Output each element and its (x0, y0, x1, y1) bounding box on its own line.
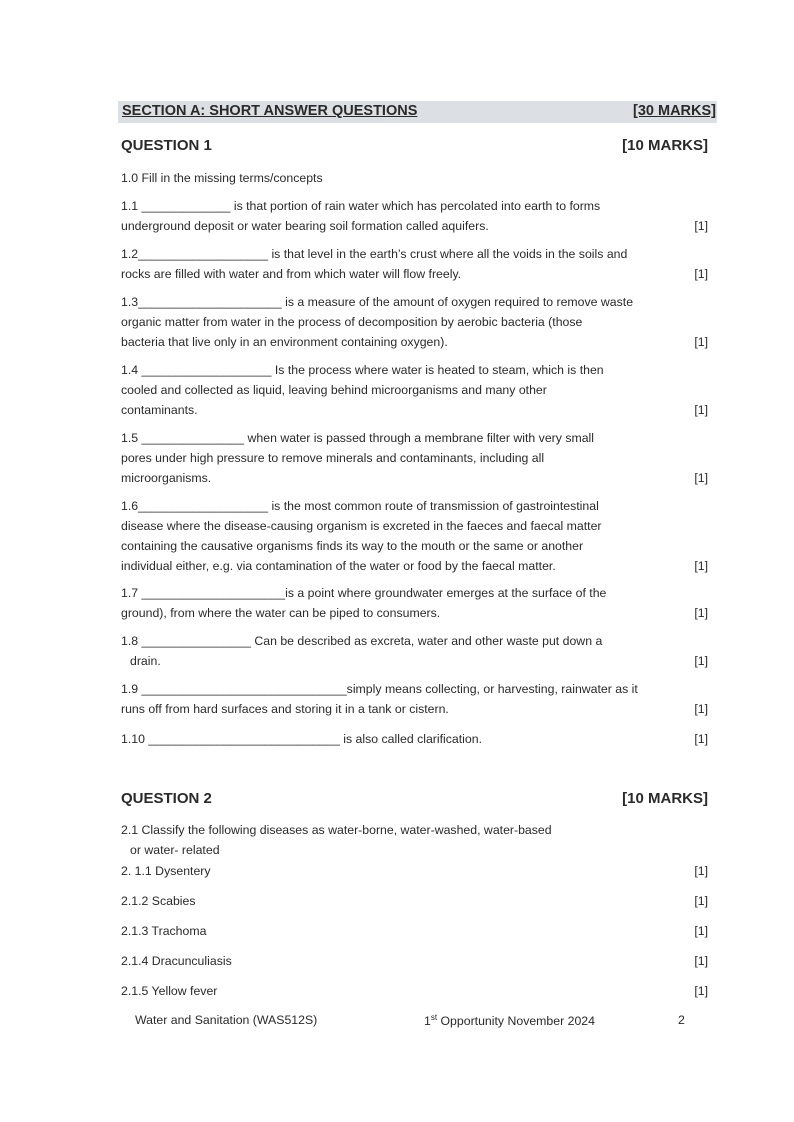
question-item-mark: [1] (694, 335, 708, 349)
question-item-continuation: ground), from where the water can be piped to consumers. (121, 606, 441, 620)
question-item-continuation: rocks are filled with water and from which water will flow freely. (121, 267, 462, 281)
question-item-mark: [1] (694, 702, 708, 716)
question-item-continuation: disease where the disease-causing organism is excreted in the faeces and faecal matter (121, 519, 602, 533)
question-item-continuation: containing the causative organisms finds its way to the mouth or the same or another (121, 539, 584, 553)
disease-item-mark: [1] (694, 984, 708, 998)
question-item-text: 1.5 _______________ when water is passed through a membrane filter with very small (121, 431, 595, 445)
question-item-text: 1.3_____________________ is a measure of the amount of oxygen required to remove waste (121, 295, 634, 309)
disease-item: 2.1.2 Scabies (121, 894, 196, 908)
question-item-mark: [1] (694, 267, 708, 281)
question-item-mark: [1] (694, 471, 708, 485)
question-item-text: 1.7 _____________________is a point where groundwater emerges at the surface of the (121, 586, 607, 600)
question-item-continuation: individual either, e.g. via contamination of the water or food by the faecal matter. (121, 559, 556, 573)
footer-opportunity-suffix: st (430, 1013, 438, 1022)
question-item-text: 1.8 ________________ Can be described as excreta, water and other waste put down a (121, 634, 603, 648)
question-2-instruction-line: or water- related (130, 843, 220, 857)
disease-item-mark: [1] (694, 864, 708, 878)
question-item-text: 1.9 ______________________________simply means collecting, or harvesting, rainwater as it (121, 682, 638, 696)
question-item-text: 1.4 ___________________ Is the process where water is heated to steam, which is then (121, 363, 604, 377)
question-item-continuation: bacteria that live only in an environment containing oxygen). (121, 335, 448, 349)
question-item-continuation: runs off from hard surfaces and storing it in a tank or cistern. (121, 702, 449, 716)
question-item-continuation: drain. (130, 654, 161, 668)
question-item-mark: [1] (694, 559, 708, 573)
question-item-mark: [1] (694, 219, 708, 233)
question-2-instruction-line: 2.1 Classify the following diseases as water-borne, water-washed, water-based (121, 823, 552, 837)
question-item-continuation: organic matter from water in the process of decomposition by aerobic bacteria (those (121, 315, 583, 329)
question-item-continuation: pores under high pressure to remove minerals and contaminants, including all (121, 451, 545, 465)
question-1-instruction: 1.0 Fill in the missing terms/concepts (121, 171, 323, 185)
question-item-mark: [1] (694, 403, 708, 417)
question-2-title: QUESTION 2 (121, 790, 212, 807)
disease-item: 2.1.4 Dracunculiasis (121, 954, 232, 968)
question-item-continuation: underground deposit or water bearing soil formation called aquifers. (121, 219, 489, 233)
question-item-text: 1.6___________________ is the most common route of transmission of gastrointestinal (121, 499, 599, 513)
footer-opportunity-text: Opportunity November 2024 (437, 1014, 595, 1029)
footer-opportunity-number: 1 (424, 1014, 431, 1029)
question-1-marks: [10 MARKS] (622, 137, 708, 154)
question-2-marks: [10 MARKS] (622, 790, 708, 807)
disease-item-mark: [1] (694, 924, 708, 938)
disease-item-mark: [1] (694, 894, 708, 908)
footer-page-number: 2 (678, 1013, 685, 1027)
section-marks: [30 MARKS] (633, 103, 716, 119)
question-item-mark: [1] (694, 606, 708, 620)
question-1-title: QUESTION 1 (121, 137, 212, 154)
question-item-continuation: contaminants. (121, 403, 198, 417)
question-item-mark: [1] (694, 732, 708, 746)
footer-course: Water and Sanitation (WAS512S) (135, 1013, 318, 1027)
disease-item: 2. 1.1 Dysentery (121, 864, 211, 878)
question-item-text: 1.1 _____________ is that portion of rain water which has percolated into earth to forms (121, 199, 601, 213)
question-item-text: 1.10 ____________________________ is also called clarification. (121, 732, 482, 746)
question-item-text: 1.2___________________ is that level in the earth’s crust where all the voids in the soils and (121, 247, 628, 261)
question-item-continuation: cooled and collected as liquid, leaving behind microorganisms and many other (121, 383, 547, 397)
section-title: SECTION A: SHORT ANSWER QUESTIONS (122, 103, 418, 119)
disease-item: 2.1.5 Yellow fever (121, 984, 218, 998)
footer-opportunity (424, 1013, 595, 1028)
question-item-continuation: microorganisms. (121, 471, 212, 485)
disease-item: 2.1.3 Trachoma (121, 924, 207, 938)
question-item-mark: [1] (694, 654, 708, 668)
disease-item-mark: [1] (694, 954, 708, 968)
